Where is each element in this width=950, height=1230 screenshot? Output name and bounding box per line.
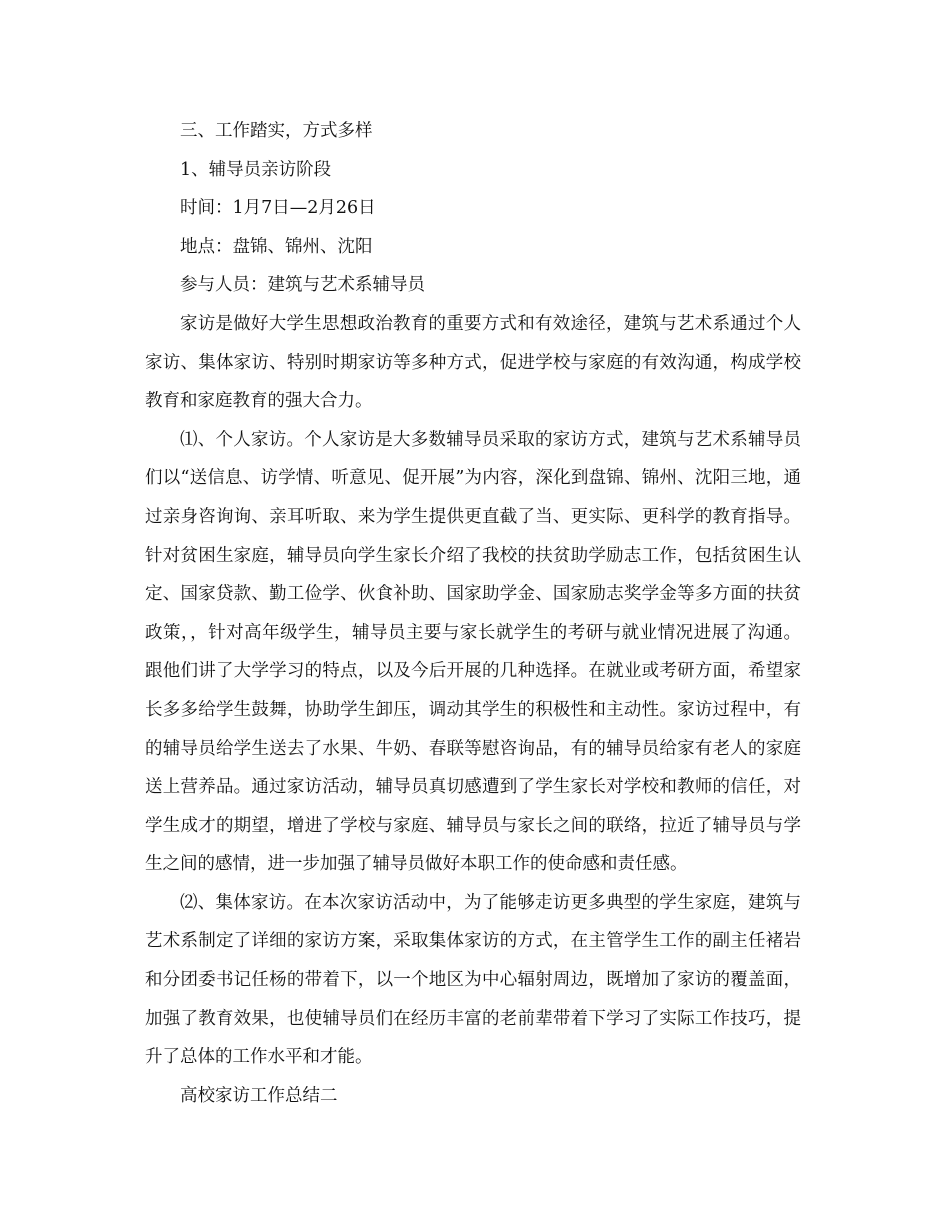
- document-body: [145, 112, 801, 1115]
- closing-heading: 高校家访工作总结二: [180, 1085, 338, 1106]
- time-line: 时间：1月7日—2月26日: [180, 198, 376, 219]
- paragraph-group-visit: ⑵、集体家访。在本次家访活动中，为了能够走访更多典型的学生家庭，建筑与艺术系制定了详细的家访方案，采取集体家访的方式，在主管学生工作的副主任褚岩和分团委书记任杨的带着下，以一个地区为中心辐射周边，既增加了家访的覆盖面，加强了教育效果，也使辅导员们在经历丰富的老前辈带着下学习了实际工作技巧，提升了总体的工作水平和才能。: [145, 892, 801, 1068]
- place-line: 地点：盘锦、锦州、沈阳: [180, 236, 373, 257]
- paragraph-intro: 家访是做好大学生思想政治教育的重要方式和有效途径，建筑与艺术系通过个人家访、集体家访、特别时期家访等多种方式，促进学校与家庭的有效沟通，构成学校教育和家庭教育的强大合力。: [145, 313, 801, 412]
- participants-line: 参与人员：建筑与艺术系辅导员: [180, 275, 425, 296]
- paragraph-individual-visit: ⑴、个人家访。个人家访是大多数辅导员采取的家访方式，建筑与艺术系辅导员们以“送信息、访学情、听意见、促开展”为内容，深化到盘锦、锦州、沈阳三地，通过亲身咨询询、亲耳听取、来为学生提供更直截了当、更实际、更科学的教育指导。针对贫困生家庭，辅导员向学生家长介绍了我校的扶贫助学励志工作，包括贫困生认定、国家贷款、勤工俭学、伙食补助、国家助学金、国家励志奖学金等多方面的扶贫政策，，针对高年级学生，辅导员主要与家长就学生的考研与就业情况进展了沟通。跟他们讲了大学学习的特点，以及今后开展的几种选择。在就业或考研方面，希望家长多多给学生鼓舞，协助学生卸压，调动其学生的积极性和主动性。家访过程中，有的辅导员给学生送去了水果、牛奶、春联等慰咨询品，有的辅导员给家有老人的家庭送上营养品。通过家访活动，辅导员真切感遭到了学生家长对学校和教师的信任，对学生成才的期望，增进了学校与家庭、辅导员与家长之间的联络，拉近了辅导员与学生之间的感情，进一步加强了辅导员做好本职工作的使命感和责任感。: [145, 429, 801, 875]
- section-heading: 三、工作踏实，方式多样: [180, 121, 373, 141]
- sub-heading: 1、辅导员亲访阶段: [180, 159, 332, 180]
